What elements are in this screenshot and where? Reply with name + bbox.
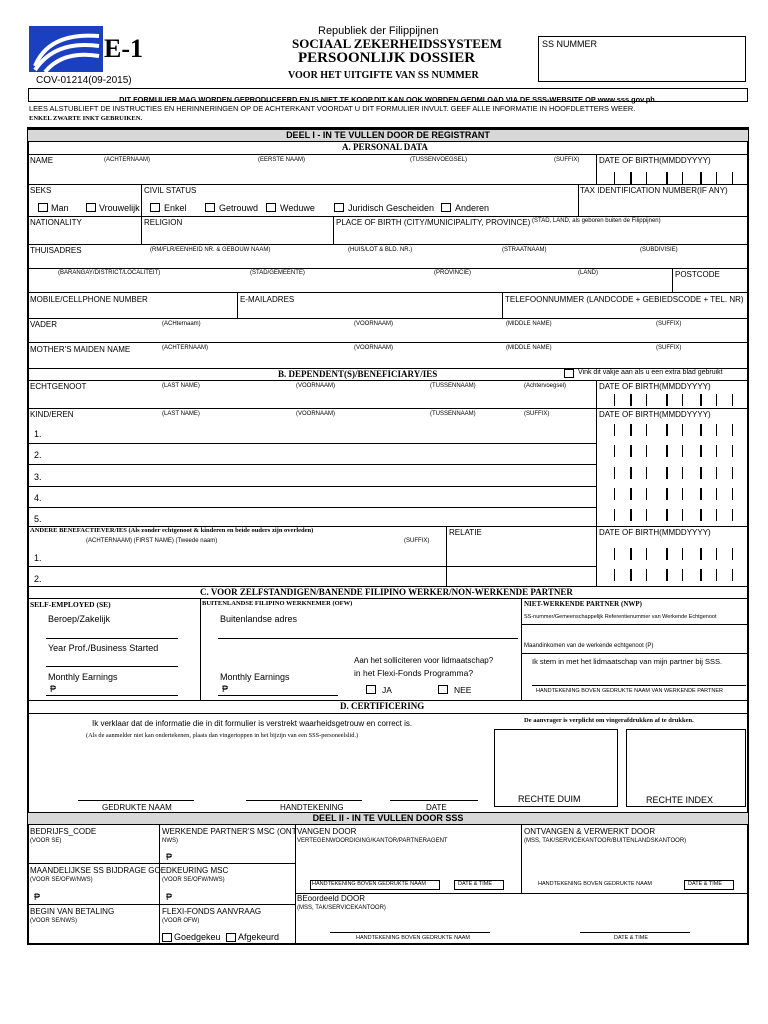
- processed-date-label: DATE & TIME: [688, 881, 723, 887]
- dob-tick: [716, 424, 717, 436]
- other-ben-suffix: (SUFFIX): [404, 538, 430, 544]
- sex-label: SEKS: [30, 186, 52, 195]
- fingerprint-note: De aanvrager is verplicht om vingerafdrukken af te drukken.: [524, 717, 694, 724]
- pob-label: PLACE OF BIRTH (CITY/MUNICIPALITY, PROVINCE): [336, 218, 531, 227]
- dob-tick: [700, 445, 702, 457]
- children-sub-last: (LAST NAME): [162, 411, 200, 417]
- processed-by-label: ONTVANGEN & VERWERKT DOOR: [524, 827, 656, 836]
- page-title: PERSOONLIJK DOSSIER: [298, 50, 476, 66]
- children-sub-suffix: (SUFFIX): [524, 411, 550, 417]
- civil-widow-label: Weduwe: [280, 203, 315, 213]
- dob-tick: [614, 548, 615, 560]
- father-sub-middle: (MIDDLE NAME): [506, 321, 552, 327]
- dob-tick: [682, 569, 683, 581]
- nwp-agree-label: Ik stem in met het lidmaatschap van mijn partner bij SSS.: [532, 657, 723, 666]
- child-row-5: 5.: [34, 514, 42, 524]
- se-peso: ₱: [50, 684, 57, 694]
- father-sub-last: (ACHternaam): [162, 321, 201, 327]
- name-label: NAME: [30, 156, 54, 165]
- other-row-1: 1.: [34, 553, 42, 563]
- dob-tick: [700, 467, 702, 479]
- bottom-date-label: DATE & TIME: [614, 935, 649, 941]
- children-dob-label: DATE OF BIRTH(MMDDYYYY): [599, 410, 711, 419]
- approved-label: Goedgekeu: [174, 932, 221, 942]
- religion-label: RELIGION: [144, 218, 183, 227]
- name-input[interactable]: [30, 166, 590, 182]
- dob-tick: [732, 569, 733, 581]
- dob-tick: [630, 424, 632, 436]
- ink-note: ENKEL ZWARTE INKT GEBRUIKEN.: [29, 115, 143, 122]
- dob-tick: [666, 172, 668, 184]
- civil-separated-checkbox[interactable]: [334, 203, 344, 212]
- name-sub-first: (EERSTE NAAM): [258, 157, 306, 163]
- civil-separated-label: Juridisch Gescheiden: [348, 203, 435, 213]
- right-thumb-label: RECHTE DUIM: [518, 794, 581, 804]
- ss-number-label: SS NUMMER: [542, 39, 598, 49]
- sex-male-label: Man: [51, 203, 69, 213]
- dob-tick: [732, 488, 733, 500]
- child-row-1: 1.: [34, 429, 42, 439]
- civil-label: CIVIL STATUS: [144, 186, 197, 195]
- approved-checkbox[interactable]: [162, 933, 172, 942]
- address-label: THUISADRES: [30, 246, 82, 255]
- section-c-title: C. VOOR ZELFSTANDIGEN/BANENDE FILIPINO WERKER/NON-WERKENDE PARTNER: [200, 587, 573, 597]
- flexi-no-label: NEE: [454, 685, 472, 695]
- dob-tick: [682, 467, 683, 479]
- spouse-sub-last: (LAST NAME): [162, 383, 200, 389]
- dob-tick: [666, 467, 668, 479]
- dob-tick: [630, 488, 632, 500]
- nationality-label: NATIONALITY: [30, 218, 82, 227]
- dob-tick: [614, 394, 615, 406]
- dob-tick: [682, 394, 683, 406]
- postcode-label: POSTCODE: [675, 270, 720, 279]
- notice-banner: [28, 88, 748, 102]
- spouse-sub-middle: (TUSSENNAAM): [430, 383, 476, 389]
- dob-tick: [732, 509, 733, 521]
- bcode-label: BEDRIJFS_CODE: [30, 827, 97, 836]
- dob-tick: [646, 509, 647, 521]
- civil-single-checkbox[interactable]: [150, 203, 160, 212]
- received-sign-box[interactable]: [310, 880, 440, 890]
- flexi-q2: in het Flexi-Fonds Programma?: [354, 668, 474, 678]
- other-row-2: 2.: [34, 574, 42, 584]
- msc-peso: ₱: [166, 892, 173, 902]
- name-sub-suffix: (SUFFIX): [554, 157, 580, 163]
- processed-sign-label: HANDTEKENING BOVEN GEDRUKTE NAAM: [538, 881, 652, 887]
- mobile-label: MOBILE/CELLPHONE NUMBER: [30, 295, 148, 304]
- ofw-peso: ₱: [222, 684, 229, 694]
- dob-tick: [666, 509, 668, 521]
- father-sub-first: (VOORNAAM): [354, 321, 393, 327]
- address-sub-street: (STRAATNAAM): [502, 247, 547, 253]
- spouse-dob-label: DATE OF BIRTH(MMDDYYYY): [599, 382, 711, 391]
- cert-text: Ik verklaar dat de informatie die in dit formulier is verstrekt waarheidsgetrouw en correct is.: [92, 719, 413, 728]
- ss-number-box[interactable]: [538, 36, 746, 82]
- dob-tick: [646, 488, 647, 500]
- dob-tick: [700, 548, 702, 560]
- dob-tick: [630, 509, 632, 521]
- child-row-4: 4.: [34, 493, 42, 503]
- dob-tick: [732, 424, 733, 436]
- dob-tick: [646, 445, 647, 457]
- dob-tick: [666, 424, 668, 436]
- dob-tick: [682, 548, 683, 560]
- dob-tick: [732, 172, 733, 184]
- dob-tick: [716, 569, 717, 581]
- processed-date-box[interactable]: [684, 880, 734, 890]
- dob-tick: [682, 509, 683, 521]
- flexi-yes-checkbox[interactable]: [366, 685, 376, 694]
- mother-sub-first: (VOORNAAM): [354, 345, 393, 351]
- mother-label: MOTHER'S MAIDEN NAME: [30, 345, 131, 354]
- dob-tick: [716, 394, 717, 406]
- name-sub-middle: (TUSSENVOEGSEL): [410, 157, 468, 163]
- received-date-label: DATE & TIME: [458, 881, 493, 887]
- sss-logo: [29, 26, 103, 72]
- part1-title: DEEL I - IN TE VULLEN DOOR DE REGISTRANT: [286, 130, 490, 140]
- dob-tick: [630, 467, 632, 479]
- email-label: E-MAILADRES: [240, 295, 295, 304]
- monthly-label: MAANDELIJKSE SS BIJDRAGE GOEDKEURING MSC: [30, 866, 229, 875]
- dob-tick: [682, 445, 683, 457]
- address-sub-city: (STAD/GEMEENTE): [250, 270, 305, 276]
- dob-tick: [682, 424, 683, 436]
- pob-sub: (STAD, LAND, als geboren buiten de Filippijnen): [532, 218, 661, 224]
- dob-tick: [716, 548, 717, 560]
- dob-tick: [666, 488, 668, 500]
- dob-tick: [646, 172, 647, 184]
- dob-tick: [614, 445, 615, 457]
- dob-tick: [716, 488, 717, 500]
- tin-input[interactable]: [580, 196, 746, 214]
- bcode-sub: (VOOR SE): [30, 838, 62, 844]
- address-sub-country: (LAND): [578, 270, 599, 276]
- flexi-yes-label: JA: [382, 685, 392, 695]
- wpmsc-peso: ₱: [166, 852, 173, 862]
- spouse-sub-first: (VOORNAAM): [296, 383, 335, 389]
- flexi-label: FLEXI-FONDS AANVRAAG: [162, 907, 262, 916]
- signature-label: HANDTEKENING: [280, 803, 344, 812]
- spouse-label: ECHTGENOOT: [30, 382, 87, 391]
- monthly-sub: (VOOR SE/OFW/NWS): [30, 877, 93, 883]
- dob-tick: [646, 394, 647, 406]
- dob-tick: [716, 467, 717, 479]
- civil-married-checkbox[interactable]: [205, 203, 215, 212]
- dob-tick: [666, 394, 668, 406]
- sex-female-checkbox[interactable]: [86, 203, 96, 212]
- page-subtitle: VOOR HET UITGIFTE VAN SS NUMMER: [288, 70, 479, 81]
- start-pay-label: BEGIN VAN BETALING: [30, 907, 115, 916]
- part2-header: [28, 812, 748, 825]
- children-sub-first: (VOORNAAM): [296, 411, 335, 417]
- dob-tick: [700, 509, 702, 521]
- address-sub-subdivision: (SUBDIVISIE): [640, 247, 678, 253]
- civil-others-label: Anderen: [455, 203, 490, 213]
- civil-widow-checkbox[interactable]: [266, 203, 276, 212]
- child-row-2: 2.: [34, 450, 42, 460]
- cert-note: (Als de aanmelder niet kan ondertekenen, plaats dan vingertoppen in het bijzijn van een SSS-personeelslid.): [86, 732, 359, 739]
- wpmsc-sub: NWS): [162, 838, 178, 844]
- children-label: KIND/EREN: [30, 410, 74, 419]
- relation-label: RELATIE: [449, 528, 482, 537]
- dob-tick: [614, 424, 615, 436]
- dob-tick: [682, 488, 683, 500]
- address-sub-lot: (HUIS/LOT & BLD. NR.): [348, 247, 413, 253]
- dob-tick: [614, 467, 615, 479]
- dob-tick: [700, 424, 702, 436]
- child-row-3: 3.: [34, 472, 42, 482]
- father-label: VADER: [30, 320, 57, 329]
- dob-tick: [630, 569, 632, 581]
- cert-date-label: DATE: [426, 803, 447, 812]
- address-sub-barangay: (BARANGAY/DISTRICT/LOCALITEIT): [58, 270, 161, 276]
- flexi-no-checkbox[interactable]: [438, 685, 448, 694]
- civil-others-checkbox[interactable]: [441, 203, 451, 212]
- address-sub-rm: (RM/FLR/EENHEID NR. & GEBOUW NAAM): [150, 247, 271, 253]
- dob-tick: [700, 172, 702, 184]
- section-b-title: B. DEPENDENT(S)/BENEFICIARY/IES: [278, 369, 438, 379]
- dob-tick: [732, 467, 733, 479]
- judged-sub: (MSS, TAK/SERVICEKANTOOR): [297, 905, 386, 911]
- dob-tick: [666, 548, 668, 560]
- other-ben-sub: (ACHTERNAAM) (FIRST NAME) (Tweede naam): [86, 538, 218, 544]
- dob-label: DATE OF BIRTH(MMDDYYYY): [599, 156, 711, 165]
- dob-tick: [646, 569, 647, 581]
- section-a-title: A. PERSONAL DATA: [342, 142, 428, 152]
- mother-sub-middle: (MIDDLE NAME): [506, 345, 552, 351]
- dob-tick: [716, 172, 717, 184]
- se-earn-label: Monthly Earnings: [48, 672, 118, 682]
- dob-tick: [700, 569, 702, 581]
- msc-sub: (VOOR SE/OFW/NWS): [162, 877, 225, 883]
- sex-male-checkbox[interactable]: [38, 203, 48, 212]
- dob-tick: [630, 394, 632, 406]
- form-version: COV-01214(09-2015): [36, 75, 132, 86]
- dob-tick: [646, 424, 647, 436]
- dob-tick: [614, 509, 615, 521]
- dob-tick: [682, 172, 683, 184]
- form-code: E-1: [104, 34, 143, 63]
- rejected-checkbox[interactable]: [226, 933, 236, 942]
- other-dob-label: DATE OF BIRTH(MMDDYYYY): [599, 528, 711, 537]
- dob-tick: [630, 548, 632, 560]
- dob-tick: [716, 509, 717, 521]
- bottom-sign-label: HANDTEKENING BOVEN GEDRUKTE NAAM: [356, 935, 470, 941]
- dob-tick: [614, 172, 615, 184]
- monthly-peso: ₱: [34, 892, 41, 902]
- flexi-sub: (VOOR OFW): [162, 918, 200, 924]
- rejected-label: Afgekeurd: [238, 932, 280, 942]
- dob-tick: [732, 548, 733, 560]
- part2-title: DEEL II - IN TE VULLEN DOOR SSS: [312, 813, 464, 823]
- dob-tick: [700, 394, 702, 406]
- received-by-label: VANGEN DOOR: [297, 827, 357, 836]
- processed-sub: (MSS, TAK/SERVICEKANTOOR/BUITENLANDSKANTOOR): [524, 838, 687, 844]
- se-year-label: Year Prof./Business Started: [48, 643, 159, 653]
- wpmsc-label: WERKENDE PARTNER'S MSC (ONT: [162, 827, 297, 836]
- other-ben-label: ANDERE BENEFACTIEVER/IES (Als zonder echtgenoot & kinderen en beide ouders zijn overleden): [30, 527, 314, 534]
- dob-tick: [646, 467, 647, 479]
- ofw-addr-label: Buitenlandse adres: [220, 614, 298, 624]
- dob-tick: [666, 445, 668, 457]
- judged-by-label: BEoordeeld DOOR: [297, 894, 366, 903]
- dob-tick: [732, 394, 733, 406]
- father-sub-suffix: (SUFFIX): [656, 321, 682, 327]
- sex-female-label: Vrouwelijk: [99, 203, 140, 213]
- nwp-income-label: Maandinkomen van de werkende echtgenoot (P): [524, 643, 654, 649]
- address-sub-province: (PROVINCIE): [434, 270, 472, 276]
- received-date-box[interactable]: [454, 880, 504, 890]
- start-pay-sub: (VOOR SE/NWS): [30, 918, 78, 924]
- printed-name-label: GEDRUKTE NAAM: [102, 803, 172, 812]
- part1-header: [28, 129, 748, 142]
- flexi-q1: Aan het solliciteren voor lidmaatschap?: [354, 656, 494, 665]
- dob-tick: [666, 569, 668, 581]
- mother-sub-suffix: (SUFFIX): [656, 345, 682, 351]
- instructions-text: LEES ALSTUBLIEFT DE INSTRUCTIES EN HERINNERINGEN OP DE ACHTERKANT VOORDAT U DIT FORMULIER INVULT. GEEF ALLE INFORMATIE IN HOOFDLETTERS WEER.: [29, 104, 636, 113]
- section-d-title: D. CERTIFICERING: [340, 701, 425, 711]
- children-sub-middle: (TUSSENNAAM): [430, 411, 476, 417]
- extra-sheet-checkbox[interactable]: [564, 369, 574, 378]
- dob-boxes[interactable]: [598, 166, 748, 184]
- dob-tick: [732, 445, 733, 457]
- received-sign-label: HANDTEKENING BOVEN GEDRUKTE NAAM: [312, 881, 426, 887]
- dob-tick: [630, 172, 632, 184]
- dob-tick: [716, 445, 717, 457]
- name-sub-last: (ACHTERNAAM): [104, 157, 150, 163]
- dob-tick: [630, 445, 632, 457]
- civil-single-label: Enkel: [164, 203, 187, 213]
- nwp-label: NIET-WERKENDE PARTNER (NWP): [524, 600, 642, 608]
- nwp-ss-label: SS-nummer/Gemeenschappelijk Referentienummer van Werkende Echtgenoot: [524, 614, 717, 620]
- tin-label: TAX IDENTIFICATION NUMBER(IF ANY): [580, 186, 728, 195]
- nwp-sign-label: HANDTEKENING BOVEN GEDRUKTE NAAM VAN WERKENDE PARTNER: [536, 688, 724, 694]
- republic-label: Republiek der Filippijnen: [318, 25, 439, 37]
- civil-married-label: Getrouwd: [219, 203, 259, 213]
- received-sub: VERTEGENWOORDIGING/KANTOR/PARTNERAGENT: [297, 838, 448, 844]
- right-index-label: RECHTE INDEX: [646, 795, 714, 805]
- se-label: SELF-EMPLOYED (SE): [30, 600, 111, 609]
- dob-tick: [646, 548, 647, 560]
- notice-text: DIT FORMULIER MAG WORDEN GEPRODUCEERD EN IS NIET TE KOOP.DIT KAN OOK WORDEN GEDMLOAD VIA DE SSS-WEBSITE OP www.sss.gov.ph.: [119, 95, 657, 104]
- extra-sheet-label: Vink dit vakje aan als u een extra blad gebruikt: [578, 369, 723, 376]
- dob-tick: [614, 569, 615, 581]
- phone-label: TELEFOONNUMMER (LANDCODE + GEBIEDSCODE + TEL. NR): [505, 295, 744, 304]
- ofw-label: BUITENLANDSE FILIPINO WERKNEMER (OFW): [202, 600, 353, 607]
- dob-tick: [614, 488, 615, 500]
- mother-sub-last: (ACHTERNAAM): [162, 345, 208, 351]
- spouse-sub-suffix: (Achtervoegsel): [524, 383, 567, 389]
- ofw-earn-label: Monthly Earnings: [220, 672, 290, 682]
- se-prof-label: Beroep/Zakelijk: [48, 614, 111, 624]
- dob-tick: [700, 488, 702, 500]
- agency-name: SOCIAAL ZEKERHEIDSSYSTEEM: [292, 36, 502, 51]
